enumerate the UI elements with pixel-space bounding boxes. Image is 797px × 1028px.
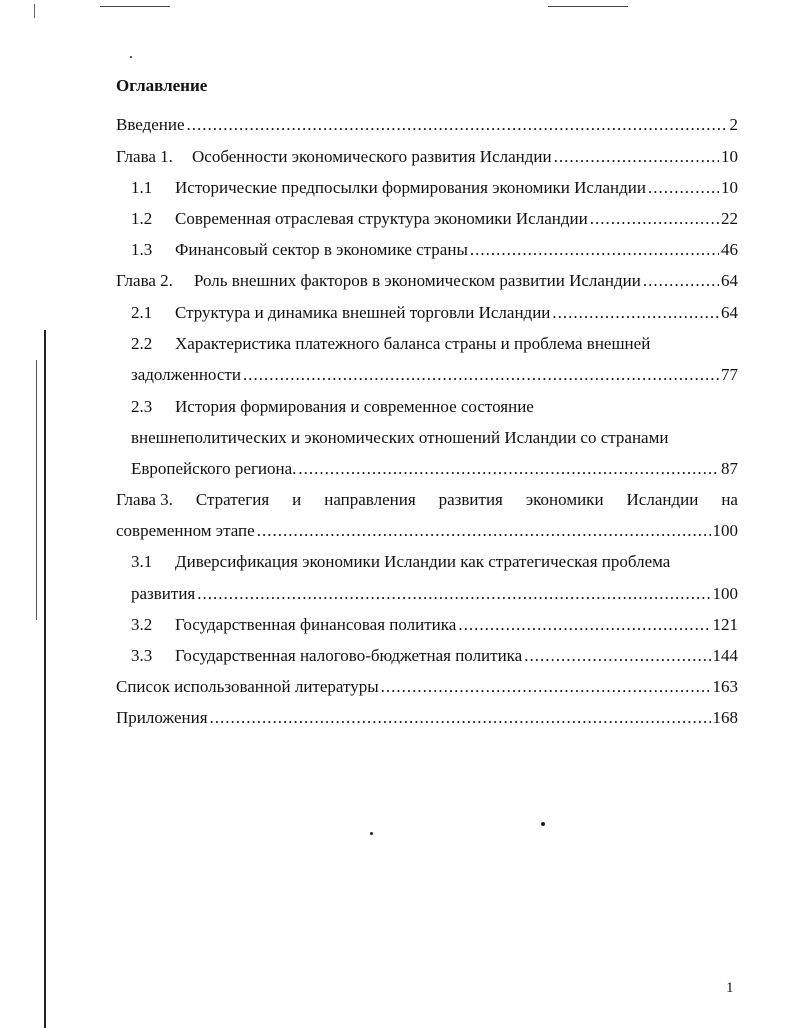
toc-entry-2-3-line1[interactable]: [131, 396, 534, 418]
toc-label: современном этапе: [116, 521, 255, 540]
toc-leader: [648, 177, 719, 199]
toc-label: Характеристика платежного баланса страны и проблема внешней: [175, 334, 651, 353]
toc-label: Структура и динамика внешней торговли Исландии: [175, 303, 551, 322]
toc-leader: [210, 707, 711, 729]
toc-section-number: 1.3: [131, 240, 153, 259]
toc-entry-3-3[interactable]: [131, 645, 738, 667]
toc-label: История формирования и современное состояние: [175, 397, 534, 416]
toc-label: Диверсификация экономики Исландии как стратегическая проблема: [175, 552, 671, 571]
toc-word: развития: [438, 490, 503, 509]
toc-page: 87: [721, 459, 738, 478]
toc-entry-chapter-3-line1[interactable]: [116, 489, 738, 511]
toc-word: и: [292, 490, 302, 509]
toc-word: Исландии: [626, 490, 699, 509]
toc-page: 46: [721, 240, 738, 259]
toc-entry-3-1-line1[interactable]: [131, 551, 670, 573]
toc-word: на: [721, 490, 738, 509]
toc-leader: [197, 583, 710, 605]
toc-chapter-number: Глава 3.: [116, 490, 173, 509]
toc-section-number: 1.2: [131, 209, 153, 228]
toc-entry-2-3-line2: внешнеполитических и экономических отношений Исландии со странами: [131, 428, 669, 447]
toc-leader: [554, 146, 719, 168]
toc-entry-1-2[interactable]: [131, 208, 738, 230]
toc-page: 100: [712, 521, 738, 540]
toc-word: направления: [324, 490, 416, 509]
toc-label: Европейского региона.: [131, 459, 297, 478]
toc-leader: [470, 239, 719, 261]
toc-section-number: 2.3: [131, 397, 153, 416]
toc-label: Современная отраслевая структура экономики Исландии: [175, 209, 588, 228]
toc-page: 22: [721, 209, 738, 228]
toc-leader: [257, 520, 711, 542]
scan-edge-inner: [36, 360, 37, 620]
toc-page: 64: [721, 271, 738, 290]
toc-section-number: 1.1: [131, 178, 153, 197]
page-number: 1: [726, 980, 734, 996]
toc-page: 168: [712, 708, 738, 727]
toc-entry-2-1[interactable]: [131, 302, 738, 324]
scan-speck: [541, 822, 545, 826]
toc-leader: [590, 208, 719, 230]
toc-page: 100: [712, 584, 738, 603]
toc-leader: [552, 302, 719, 324]
toc-label: Государственная налогово-бюджетная политика: [175, 646, 523, 665]
toc-label: Введение: [116, 115, 185, 134]
toc-entry-1-3[interactable]: [131, 239, 738, 261]
toc-page: 77: [721, 365, 738, 384]
toc-leader: [458, 614, 710, 636]
toc-label: Государственная финансовая политика: [175, 615, 457, 634]
toc-leader: [643, 270, 719, 292]
toc-label: задолженности: [131, 365, 241, 384]
toc-page: 2: [729, 115, 738, 134]
toc-page: 163: [712, 677, 738, 696]
toc-entry-1-1[interactable]: [131, 177, 738, 199]
scan-mark: [100, 6, 170, 7]
toc-word: Стратегия: [195, 490, 270, 509]
toc-entry-intro[interactable]: [116, 114, 738, 136]
scan-edge: [44, 330, 46, 1028]
toc-leader: [381, 676, 711, 698]
toc-section-number: 3.2: [131, 615, 153, 634]
toc-word: экономики: [525, 490, 604, 509]
scan-mark: [34, 4, 35, 18]
toc-section-number: 2.1: [131, 303, 153, 322]
toc-label: Особенности экономического развития Исландии: [192, 147, 552, 166]
toc-page: 10: [721, 147, 738, 166]
toc-leader: [298, 458, 719, 480]
toc-page: 10: [721, 178, 738, 197]
toc-chapter-number: Глава 1.: [116, 147, 173, 166]
toc-leader: [187, 114, 728, 136]
toc-entry-2-3-line3[interactable]: [131, 458, 738, 480]
toc-label: Исторические предпосылки формирования экономики Исландии: [175, 178, 646, 197]
toc-leader: [524, 645, 710, 667]
toc-label: развития: [131, 584, 196, 603]
toc-entry-chapter-1[interactable]: [116, 146, 738, 168]
toc-label: Список использованной литературы: [116, 677, 379, 696]
scan-speck: [370, 832, 373, 835]
toc-label: Приложения: [116, 708, 208, 727]
toc-section-number: 3.1: [131, 552, 153, 571]
toc-page: 121: [712, 615, 738, 634]
toc-entry-3-2[interactable]: [131, 614, 738, 636]
toc-page: 144: [712, 646, 738, 665]
page-title: Оглавление: [116, 76, 208, 95]
toc-section-number: 3.3: [131, 646, 153, 665]
toc-label: Роль внешних факторов в экономическом развитии Исландии: [194, 271, 641, 290]
toc-entry-chapter-2[interactable]: [116, 270, 738, 292]
toc-entry-3-1-line2[interactable]: [131, 583, 738, 605]
toc-page: 64: [721, 303, 738, 322]
scan-speck: [130, 56, 132, 58]
toc-section-number: 2.2: [131, 334, 153, 353]
toc-entry-2-2-line1[interactable]: [131, 333, 650, 355]
toc-entry-appendix[interactable]: [116, 707, 738, 729]
toc-entry-2-2-line2[interactable]: [131, 364, 738, 386]
toc-entry-references[interactable]: [116, 676, 738, 698]
scan-mark: [548, 6, 628, 7]
toc-label: Финансовый сектор в экономике страны: [175, 240, 468, 259]
toc-chapter-number: Глава 2.: [116, 271, 173, 290]
toc-leader: [243, 364, 719, 386]
toc-entry-chapter-3-line2[interactable]: [116, 520, 738, 542]
